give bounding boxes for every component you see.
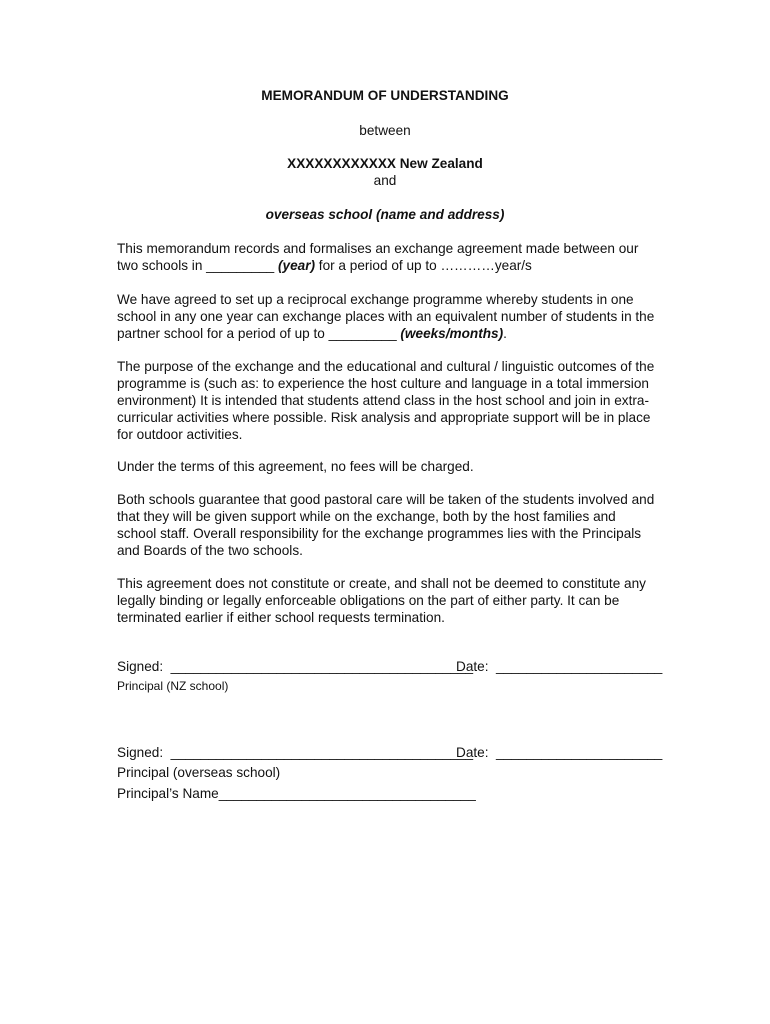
paragraph-pastoral-care: Both schools guarantee that good pastoral care will be taken of the students involved and that they will be given support while on the exchange, both by the host families and school staff. Overall responsibility for the exchange programmes lies with the Principals and Boards of the two schools.	[117, 492, 655, 558]
principal-name-line: Principal’s Name__________________________________	[117, 786, 476, 801]
party-nz-school: XXXXXXXXXXXX New Zealand	[287, 156, 483, 171]
between-label: between	[359, 123, 411, 138]
paragraph-exchange-programme	[117, 291, 657, 342]
weeks-months-placeholder: (weeks/months)	[400, 326, 504, 341]
signatory-role-nz: Principal (NZ school)	[117, 679, 229, 693]
signatory-role-overseas: Principal (overseas school)	[117, 765, 281, 780]
signature-line-nz: Signed: ________________________________________	[117, 659, 474, 674]
paragraph-fees: Under the terms of this agreement, no fees will be charged.	[117, 459, 474, 474]
party-overseas-school: overseas school (name and address)	[265, 207, 505, 222]
document-title: MEMORANDUM OF UNDERSTANDING	[261, 88, 509, 103]
paragraph-agreement	[117, 240, 657, 274]
and-label: and	[373, 173, 397, 188]
paragraph-exchange-text-end: .	[503, 326, 507, 341]
paragraph-legal: This agreement does not constitute or create, and shall not be deemed to constitute any legally binding or legally enforceable obligations on the part of either party. It can be terminated earlier if either school requests termination.	[117, 576, 646, 625]
signature-line-overseas: Signed: ________________________________________	[117, 745, 474, 760]
paragraph-agreement-text-end: for a period of up to …………year/s	[315, 258, 532, 273]
date-line-nz: Date: ______________________	[456, 659, 663, 674]
paragraph-agreement-text: This memorandum records and formalises an exchange agreement made between our two schools in _________	[117, 241, 639, 273]
paragraph-exchange-text: We have agreed to set up a reciprocal exchange programme whereby students in one school in any one year can exchange places with an equivalent number of students in the partner school for a period of up to _________	[117, 292, 655, 341]
date-line-overseas: Date: ______________________	[456, 745, 663, 760]
paragraph-purpose: The purpose of the exchange and the educational and cultural / linguistic outcomes of the programme is (such as: to experience the host culture and language in a total immersion environment) It is intended that students attend class in the host school and join in extra-curricular activities where possible. Risk analysis and appropriate support will be in place for outdoor activities.	[117, 359, 655, 442]
year-placeholder: (year)	[277, 258, 316, 273]
